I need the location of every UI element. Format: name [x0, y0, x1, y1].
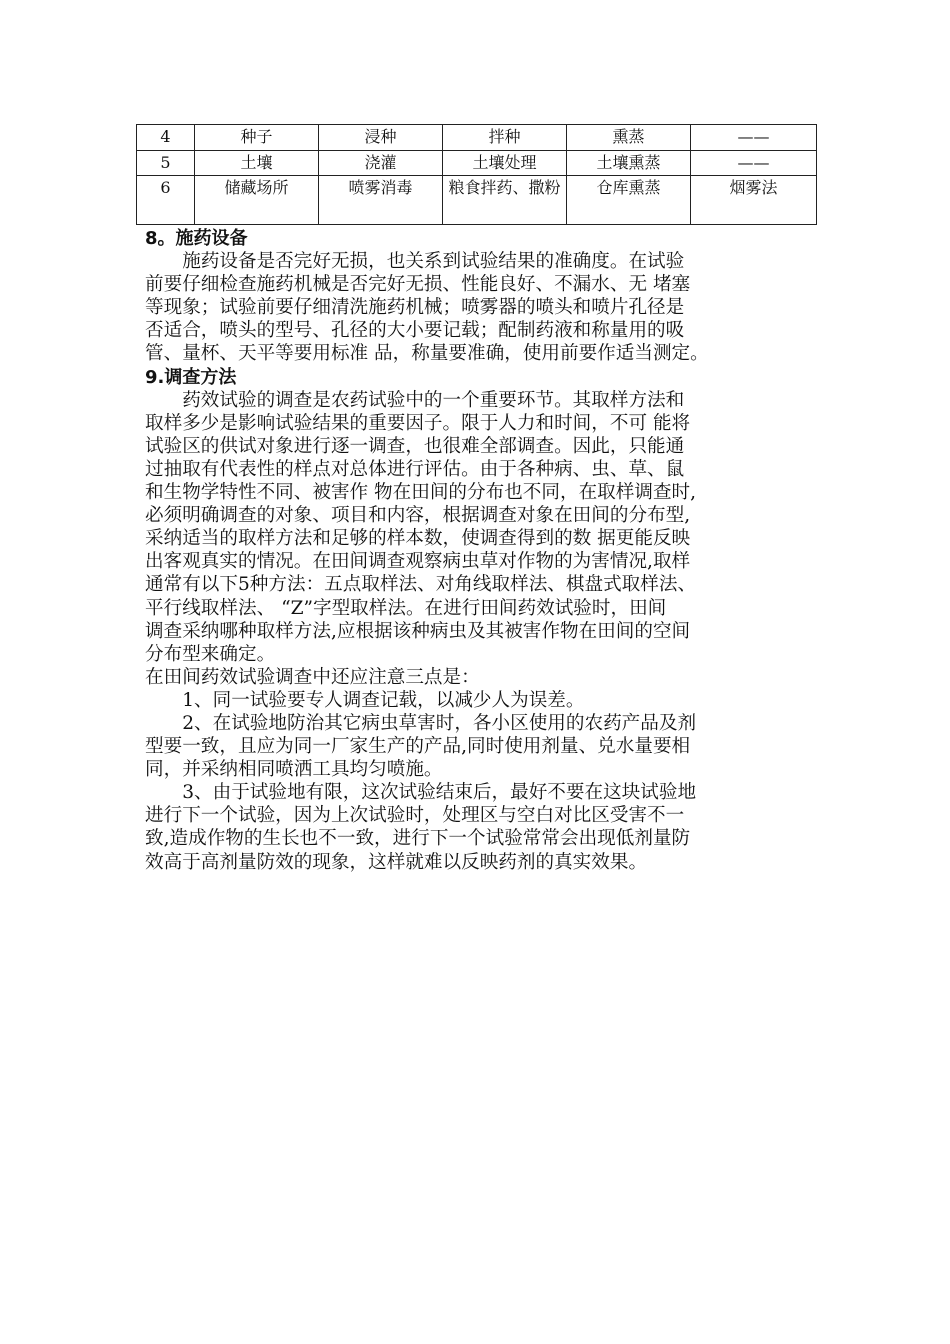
text-line: 前要仔细检查施药机械是否完好无损、性能良好、不漏水、无 堵塞 [145, 274, 691, 296]
table-cell: 土壤处理 [443, 151, 567, 176]
table-cell: —— [691, 125, 817, 151]
text-line: 出客观真实的情况。在田间调查观察病虫草对作物的为害情况,取样 [145, 551, 691, 573]
table-cell: 喷雾消毒 [319, 176, 443, 225]
text-line: 2、在试验地防治其它病虫草害时，各小区使用的农药产品及剂 [182, 712, 697, 734]
text-line: 施药设备是否完好无损，也关系到试验结果的准确度。在试验 [182, 251, 685, 273]
text-line: 等现象；试验前要仔细清洗施药机械；喷雾器的喷头和喷片孔径是 [145, 297, 685, 319]
table-cell: 粮食拌药、撒粉 [443, 176, 567, 225]
table-cell: 浸种 [319, 125, 443, 151]
section-heading-equipment: 8。施药设备 [145, 228, 248, 249]
text-line: 平行线取样法、 “Z”字型取样法。在进行田间药效试验时，田间 [145, 597, 667, 619]
equipment-paragraph [145, 250, 817, 365]
text-line: 在田间药效试验调查中还应注意三点是： [145, 666, 480, 688]
note-point-3 [145, 781, 817, 873]
note-point-2 [145, 712, 817, 781]
table-cell: 储藏场所 [195, 176, 319, 225]
text-line: 3、由于试验地有限，这次试验结束后，最好不要在这块试验地 [182, 782, 697, 804]
table-cell: 拌种 [443, 125, 567, 151]
table-row [137, 151, 817, 176]
table-cell: 烟雾法 [691, 176, 817, 225]
table-row [137, 176, 817, 225]
text-line: 同，并采纳相同喷洒工具均匀喷施。 [145, 759, 443, 781]
text-line: 取样多少是影响试验结果的重要因子。限于人力和时间，不可 能将 [145, 412, 691, 434]
table-cell: 仓库熏蒸 [567, 176, 691, 225]
text-line: 分布型来确定。 [145, 643, 276, 665]
text-line: 过抽取有代表性的样点对总体进行评估。由于各种病、虫、草、鼠 [145, 458, 685, 480]
text-line: 1、同一试验要专人调查记载，以减少人为误差。 [182, 689, 585, 711]
table-cell: 浇灌 [319, 151, 443, 176]
text-line: 管、量杯、天平等要用标准 品，称量要准确，使用前要作适当测定。 [145, 343, 709, 365]
text-line: 进行下一个试验，因为上次试验时，处理区与空白对比区受害不一 [145, 805, 685, 827]
table-cell: 熏蒸 [567, 125, 691, 151]
text-line: 必须明确调查的对象、项目和内容，根据调查对象在田间的分布型, [145, 505, 691, 527]
text-line: 致,造成作物的生长也不一致，进行下一个试验常常会出现低剂量防 [145, 828, 691, 850]
table-row [137, 125, 817, 151]
table-cell: —— [691, 151, 817, 176]
survey-paragraph [145, 389, 817, 666]
note-point-1 [145, 689, 817, 712]
notes-intro [145, 666, 817, 689]
table-cell: 土壤熏蒸 [567, 151, 691, 176]
text-line: 调查采纳哪种取样方法,应根据该种病虫及其被害作物在田间的空间 [145, 620, 691, 642]
table-cell: 4 [137, 125, 195, 151]
text-line: 否适合，喷头的型号、孔径的大小要记载；配制药液和称量用的吸 [145, 320, 685, 342]
table-cell: 种子 [195, 125, 319, 151]
body-text [145, 227, 817, 874]
text-line: 效高于高剂量防效的现象，这样就难以反映药剂的真实效果。 [145, 851, 648, 873]
text-line: 型要一致，且应为同一厂家生产的产品,同时使用剂量、兑水量要相 [145, 736, 691, 758]
table-cell: 5 [137, 151, 195, 176]
text-line: 药效试验的调查是农药试验中的一个重要环节。其取样方法和 [182, 389, 685, 411]
text-line: 采纳适当的取样方法和足够的样本数，使调查得到的数 据更能反映 [145, 528, 691, 550]
table-cell: 土壤 [195, 151, 319, 176]
application-methods-table [136, 124, 817, 225]
section-heading-survey: 9.调查方法 [145, 366, 237, 388]
text-line: 和生物学特性不同、被害作 物在田间的分布也不同，在取样调查时, [145, 482, 697, 504]
text-line: 通常有以下5种方法：五点取样法、对角线取样法、棋盘式取样法、 [145, 574, 697, 596]
table-cell: 6 [137, 176, 195, 225]
text-line: 试验区的供试对象进行逐一调查，也很难全部调查。因此，只能通 [145, 435, 685, 457]
